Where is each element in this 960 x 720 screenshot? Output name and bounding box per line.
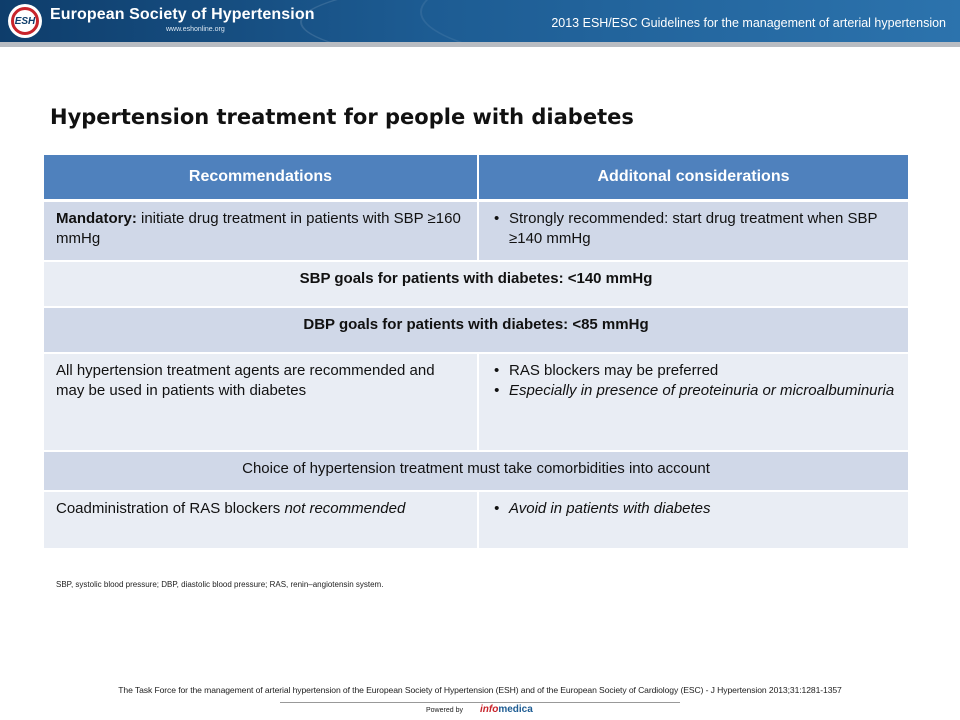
abbreviations-footnote: SBP, systolic blood pressure; DBP, diastolic blood pressure; RAS, renin–angiotensin system. — [56, 580, 384, 589]
brand-part-medica: medica — [498, 704, 533, 715]
table-row — [44, 307, 908, 353]
brand-part-info: info — [480, 704, 499, 715]
row1-consideration — [478, 201, 908, 261]
table-row — [44, 201, 908, 261]
sbp-goal: SBP goals for patients with diabetes: <140 mmHg — [44, 261, 908, 307]
powered-by-label: Powered by — [426, 707, 463, 714]
table-row — [44, 261, 908, 307]
table-row — [44, 491, 908, 549]
header-additional-considerations: Additonal considerations — [478, 155, 908, 201]
header-banner — [0, 0, 960, 42]
table-row — [44, 353, 908, 451]
table-header-row — [44, 155, 908, 201]
row6-consideration — [478, 491, 908, 549]
row6-recommendation-text: Coadministration of RAS blockers — [56, 499, 285, 517]
esh-logo-icon — [8, 4, 42, 38]
header-divider — [0, 42, 960, 47]
row1-recommendation-text: initiate drug treatment in patients with SBP ≥160 mmHg — [56, 210, 461, 247]
header-recommendations: Recommendations — [44, 155, 478, 201]
table-row — [44, 451, 908, 491]
citation: The Task Force for the management of arterial hypertension of the European Society of Hypertension (ESH) and of the European Society of Cardiology (ESC) - J Hypertension 2013;31:1281-1357 — [118, 685, 842, 695]
mandatory-label: Mandatory: — [56, 210, 137, 227]
row4-recommendation: All hypertension treatment agents are recommended and may be used in patients with diabetes — [44, 353, 478, 451]
list-item: • Avoid in patients with diabetes — [509, 499, 896, 519]
row1-recommendation — [44, 201, 478, 261]
logo-mark: ESH — [11, 7, 39, 35]
recommendations-table — [44, 155, 908, 550]
society-name: European Society of Hypertension — [50, 6, 315, 23]
row4-consideration — [478, 353, 908, 451]
comorbidities-note: Choice of hypertension treatment must take comorbidities into account — [44, 451, 908, 491]
society-website: www.eshonline.org — [166, 26, 225, 33]
dbp-goal: DBP goals for patients with diabetes: <85 mmHg — [44, 307, 908, 353]
not-recommended-text: not recommended — [284, 499, 406, 517]
row6-recommendation — [44, 491, 478, 549]
footer-divider — [280, 702, 680, 703]
list-item: • RAS blockers may be preferred — [509, 361, 896, 381]
slide-title: Hypertension treatment for people with diabetes — [50, 105, 634, 129]
infomedica-logo — [480, 704, 533, 715]
list-item: • Strongly recommended: start drug treatment when SBP ≥140 mmHg — [509, 209, 896, 249]
guideline-title: 2013 ESH/ESC Guidelines for the management of arterial hypertension — [551, 16, 946, 30]
list-item: • Especially in presence of preoteinuria or microalbuminuria — [509, 381, 896, 401]
